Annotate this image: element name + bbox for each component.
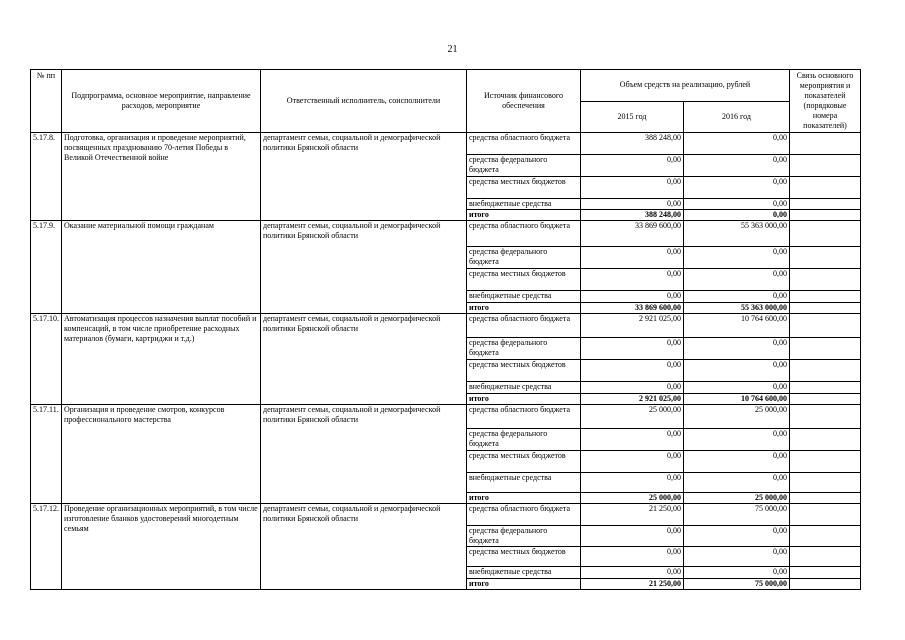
header-num: № пп (31, 70, 62, 133)
amount-2015: 0,00 (581, 451, 684, 473)
amount-2015: 0,00 (581, 547, 684, 567)
table-row (31, 405, 861, 429)
amount-2015: 0,00 (581, 199, 684, 210)
amount-2016: 0,00 (684, 473, 790, 493)
header-source: Источник финансового обеспечения (467, 70, 581, 133)
indicator-link-cell (790, 394, 861, 405)
amount-2016: 10 764 600,00 (684, 314, 790, 338)
funding-source: средства федерального бюджета (467, 429, 581, 451)
indicator-link-cell (790, 360, 861, 382)
funding-source: средства местных бюджетов (467, 177, 581, 199)
amount-2016: 0,00 (684, 210, 790, 221)
indicator-link-cell (790, 199, 861, 210)
indicator-link-cell (790, 526, 861, 547)
amount-2015: 0,00 (581, 567, 684, 579)
total-label: итого (467, 579, 581, 590)
amount-2016: 0,00 (684, 291, 790, 303)
amount-2016: 0,00 (684, 247, 790, 269)
indicator-link-cell (790, 155, 861, 177)
header-2015: 2015 год (581, 101, 684, 133)
table-row (31, 133, 861, 155)
amount-2015: 0,00 (581, 177, 684, 199)
item-executor: департамент семьи, социальной и демографической политики Брянской области (261, 133, 467, 221)
item-executor: департамент семьи, социальной и демографической политики Брянской области (261, 504, 467, 590)
amount-2016: 10 764 600,00 (684, 394, 790, 405)
table-row (31, 314, 861, 338)
amount-2016: 0,00 (684, 382, 790, 394)
indicator-link-cell (790, 338, 861, 360)
amount-2016: 0,00 (684, 269, 790, 291)
header-2016: 2016 год (684, 101, 790, 133)
page-number: 21 (447, 44, 458, 55)
table-row (31, 221, 861, 247)
amount-2015: 0,00 (581, 247, 684, 269)
header-link: Связь основного мероприятия и показателей (порядковые номера показателей) (790, 70, 861, 133)
indicator-link-cell (790, 405, 861, 429)
funding-source: средства областного бюджета (467, 405, 581, 429)
funding-source: средства областного бюджета (467, 221, 581, 247)
amount-2016: 0,00 (684, 429, 790, 451)
indicator-link-cell (790, 177, 861, 199)
amount-2016: 0,00 (684, 155, 790, 177)
funding-source: внебюджетные средства (467, 473, 581, 493)
funding-source: внебюджетные средства (467, 291, 581, 303)
funding-source: средства федерального бюджета (467, 247, 581, 269)
amount-2015: 21 250,00 (581, 579, 684, 590)
amount-2016: 0,00 (684, 567, 790, 579)
amount-2015: 25 000,00 (581, 493, 684, 504)
item-name: Подготовка, организация и проведение мероприятий, посвященных празднованию 70-летия Победы в Великой Отечественной войне (62, 133, 261, 221)
funding-source: средства местных бюджетов (467, 360, 581, 382)
indicator-link-cell (790, 451, 861, 473)
funding-source: средства местных бюджетов (467, 547, 581, 567)
amount-2016: 75 000,00 (684, 579, 790, 590)
amount-2015: 2 921 025,00 (581, 314, 684, 338)
amount-2015: 33 869 600,00 (581, 221, 684, 247)
total-label: итого (467, 493, 581, 504)
indicator-link-cell (790, 269, 861, 291)
amount-2015: 25 000,00 (581, 405, 684, 429)
item-number: 5.17.9. (31, 221, 62, 314)
item-name: Оказание материальной помощи гражданам (62, 221, 261, 314)
indicator-link-cell (790, 303, 861, 314)
header-program: Подпрограмма, основное мероприятие, направление расходов, мероприятие (62, 70, 261, 133)
amount-2016: 75 000,00 (684, 504, 790, 526)
item-name: Автоматизация процессов назначения выплат пособий и компенсаций, в том числе приобретение расходных материалов (бумаги, картриджи и т.д.) (62, 314, 261, 405)
amount-2015: 21 250,00 (581, 504, 684, 526)
amount-2016: 0,00 (684, 526, 790, 547)
table-row (31, 504, 861, 526)
amount-2015: 0,00 (581, 155, 684, 177)
item-number: 5.17.8. (31, 133, 62, 221)
indicator-link-cell (790, 473, 861, 493)
indicator-link-cell (790, 247, 861, 269)
amount-2016: 25 000,00 (684, 493, 790, 504)
table-header (31, 70, 861, 133)
funding-source: внебюджетные средства (467, 382, 581, 394)
funding-source: средства федерального бюджета (467, 338, 581, 360)
funding-source: внебюджетные средства (467, 567, 581, 579)
amount-2016: 0,00 (684, 199, 790, 210)
funding-source: внебюджетные средства (467, 199, 581, 210)
amount-2016: 0,00 (684, 547, 790, 567)
indicator-link-cell (790, 133, 861, 155)
amount-2016: 0,00 (684, 451, 790, 473)
amount-2015: 0,00 (581, 269, 684, 291)
indicator-link-cell (790, 429, 861, 451)
funding-source: средства местных бюджетов (467, 451, 581, 473)
total-label: итого (467, 303, 581, 314)
amount-2015: 2 921 025,00 (581, 394, 684, 405)
indicator-link-cell (790, 314, 861, 338)
amount-2015: 0,00 (581, 526, 684, 547)
funding-source: средства областного бюджета (467, 133, 581, 155)
item-number: 5.17.12. (31, 504, 62, 590)
header-executor: Ответственный исполнитель, соисполнители (261, 70, 467, 133)
amount-2016: 25 000,00 (684, 405, 790, 429)
table-body (31, 133, 861, 590)
indicator-link-cell (790, 504, 861, 526)
funding-source: средства местных бюджетов (467, 269, 581, 291)
amount-2015: 0,00 (581, 360, 684, 382)
indicator-link-cell (790, 493, 861, 504)
amount-2015: 0,00 (581, 338, 684, 360)
amount-2016: 0,00 (684, 177, 790, 199)
amount-2015: 388 248,00 (581, 210, 684, 221)
amount-2016: 0,00 (684, 338, 790, 360)
item-executor: департамент семьи, социальной и демографической политики Брянской области (261, 314, 467, 405)
item-name: Организация и проведение смотров, конкурсов профессионального мастерства (62, 405, 261, 504)
amount-2016: 55 363 000,00 (684, 303, 790, 314)
item-number: 5.17.10. (31, 314, 62, 405)
indicator-link-cell (790, 291, 861, 303)
total-label: итого (467, 394, 581, 405)
funding-source: средства федерального бюджета (467, 155, 581, 177)
item-number: 5.17.11. (31, 405, 62, 504)
amount-2015: 388 248,00 (581, 133, 684, 155)
amount-2015: 0,00 (581, 382, 684, 394)
budget-table (30, 69, 861, 590)
indicator-link-cell (790, 210, 861, 221)
amount-2016: 55 363 000,00 (684, 221, 790, 247)
indicator-link-cell (790, 382, 861, 394)
indicator-link-cell (790, 221, 861, 247)
funding-source: средства федерального бюджета (467, 526, 581, 547)
header-volume: Объем средств на реализацию, рублей (581, 70, 790, 102)
amount-2016: 0,00 (684, 133, 790, 155)
item-name: Проведение организационных мероприятий, в том числе изготовление бланков удостоверений многодетным семьям (62, 504, 261, 590)
total-label: итого (467, 210, 581, 221)
indicator-link-cell (790, 547, 861, 567)
amount-2015: 0,00 (581, 291, 684, 303)
indicator-link-cell (790, 567, 861, 579)
funding-source: средства областного бюджета (467, 314, 581, 338)
indicator-link-cell (790, 579, 861, 590)
item-executor: департамент семьи, социальной и демографической политики Брянской области (261, 221, 467, 314)
funding-source: средства областного бюджета (467, 504, 581, 526)
amount-2015: 0,00 (581, 429, 684, 451)
amount-2016: 0,00 (684, 360, 790, 382)
amount-2015: 33 869 600,00 (581, 303, 684, 314)
amount-2015: 0,00 (581, 473, 684, 493)
item-executor: департамент семьи, социальной и демографической политики Брянской области (261, 405, 467, 504)
